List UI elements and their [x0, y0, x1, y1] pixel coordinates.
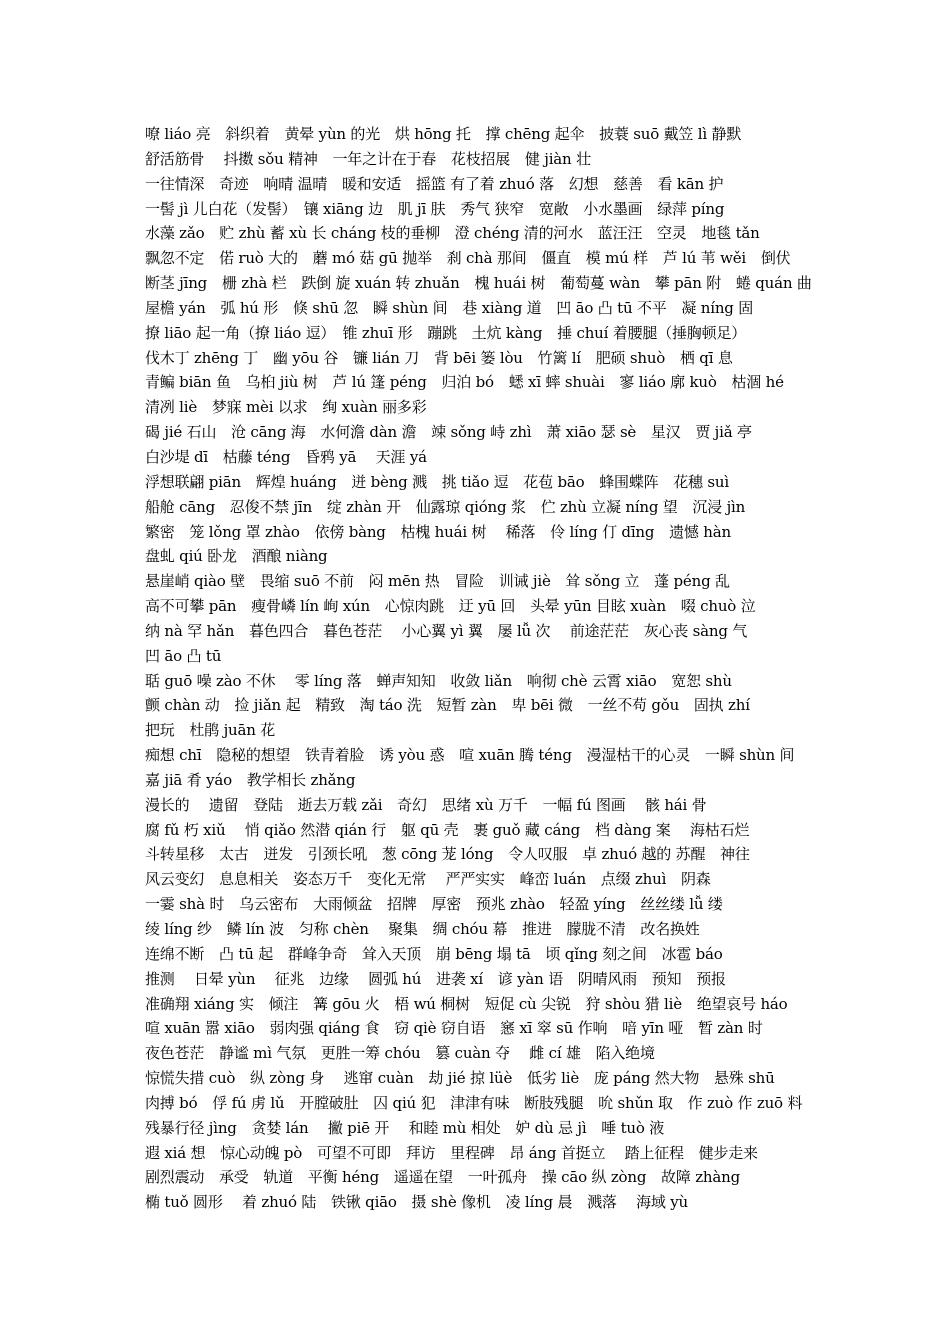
- text-line: 盘虬 qiú 卧龙 酒酿 niàng: [145, 547, 328, 566]
- text-line: 喧 xuān 嚣 xiāo 弱肉强 qiáng 食 窃 qiè 窃自语 窸 xī 窣 sū 作响 喑 yīn 哑 暂 zàn 时: [145, 1019, 763, 1038]
- text-line: 夜色苍茫 静谧 mì 气氛 更胜一筹 chóu 篡 cuàn 夺 雌 cí 雄 陷入绝境: [145, 1044, 655, 1063]
- text-line: 漫长的 遗留 登陆 逝去万载 zǎi 奇幻 思绪 xù 万千 一幅 fú 图画 骸 hái 骨: [145, 795, 707, 814]
- text-line: 凹 āo 凸 tū: [145, 646, 222, 665]
- text-line: 嘹 liáo 亮 斜织着 黄晕 yùn 的光 烘 hōng 托 撑 chēng 起伞 披蓑 suō 戴笠 lì 静默: [145, 125, 742, 143]
- text-line: 腐 fǔ 朽 xiǔ 悄 qiǎo 然潜 qián 行 躯 qū 壳 裹 guǒ 藏 cáng 档 dàng 案 海枯石烂: [145, 820, 750, 839]
- text-line: 风云变幻 息息相关 姿态万千 变化无常 严严实实 峰峦 luán 点缀 zhuì 阴森: [145, 870, 711, 889]
- text-line: 肉搏 bó 俘 fú 虏 lǔ 开膛破肚 囚 qiú 犯 津津有味 断肢残腿 吮 shǔn 取 作 zuò 作 zuō 料: [145, 1093, 803, 1112]
- text-line: 椭 tuǒ 圆形 着 zhuó 陆 铁锹 qiāo 摄 shè 像机 凌 líng 晨 溅落 海域 yù: [145, 1193, 688, 1212]
- text-line: 清冽 liè 梦寐 mèi 以求 绚 xuàn 丽多彩: [145, 398, 427, 417]
- text-line: 白沙堤 dī 枯藤 téng 昏鸦 yā 天涯 yá: [145, 447, 427, 466]
- text-line: 舒活筋骨 抖擞 sǒu 精神 一年之计在于春 花枝招展 健 jiàn 壮: [145, 149, 591, 168]
- text-line: 一往情深 奇迹 响晴 温晴 暖和安适 摇篮 有了着 zhuó 落 幻想 慈善 看 kān 护: [145, 174, 724, 193]
- text-line: 连绵不断 凸 tū 起 群峰争奇 耸入天顶 崩 bēng 塌 tā 顷 qǐng 刻之间 冰雹 báo: [145, 944, 723, 963]
- text-line: 剧烈震动 承受 轨道 平衡 héng 遥遥在望 一叶孤舟 操 cāo 纵 zòng 故障 zhàng: [145, 1168, 740, 1187]
- text-line: 撩 liāo 起一角（撩 liáo 逗） 锥 zhuī 形 蹦跳 土炕 kàng 捶 chuí 着腰腿（捶胸顿足）: [145, 323, 746, 342]
- text-line: 残暴行径 jìng 贪婪 lán 撇 piē 开 和睦 mù 相处 妒 dù 忌 jì 唾 tuò 液: [145, 1118, 665, 1137]
- text-line: 斗转星移 太古 迸发 引颈长吼 葱 cōng 茏 lóng 令人叹服 卓 zhuó 越的 苏醒 神往: [145, 845, 750, 864]
- text-line: 绫 líng 纱 鳞 lín 波 匀称 chèn 聚集 绸 chóu 幕 推进 朦胧不清 改名换姓: [145, 920, 700, 938]
- text-line: 悬崖峭 qiào 壁 畏缩 suō 不前 闷 mēn 热 冒险 训诫 jiè 耸 sǒng 立 蓬 péng 乱: [145, 572, 730, 591]
- text-line: 痴想 chī 隐秘的想望 铁青着脸 诱 yòu 惑 喧 xuān 腾 téng 漫湿枯干的心灵 一瞬 shùn 间: [145, 746, 795, 765]
- text-line: 纳 nà 罕 hǎn 暮色四合 暮色苍茫 小心翼 yì 翼 屡 lǚ 次 前途茫茫 灰心丧 sàng 气: [145, 621, 748, 640]
- text-line: 碣 jié 石山 沧 cāng 海 水何澹 dàn 澹 竦 sǒng 峙 zhì 萧 xiāo 瑟 sè 星汉 贾 jiǎ 亭: [145, 423, 752, 442]
- text-line: 伐木丁 zhēng 丁 幽 yōu 谷 镰 lián 刀 背 bēi 篓 lòu 竹篱 lí 肥硕 shuò 栖 qī 息: [145, 348, 733, 367]
- vocabulary-list: [145, 122, 825, 1215]
- text-line: 高不可攀 pān 瘦骨嶙 lín 峋 xún 心惊肉跳 迂 yū 回 头晕 yūn 目眩 xuàn 啜 chuò 泣: [145, 597, 756, 616]
- text-line: 飘忽不定 偌 ruò 大的 蘑 mó 菇 gū 抛举 刹 chà 那间 僵直 模 mú 样 芦 lú 苇 wěi 倒伏: [145, 249, 791, 268]
- text-line: 繁密 笼 lǒng 罩 zhào 依傍 bàng 枯槐 huái 树 稀落 伶 líng 仃 dīng 遗憾 hàn: [145, 522, 731, 541]
- text-line: 遐 xiá 想 惊心动魄 pò 可望不可即 拜访 里程碑 昂 áng 首挺立 踏上征程 健步走来: [145, 1143, 758, 1162]
- text-line: 准确翔 xiáng 实 倾注 篝 gōu 火 梧 wú 桐树 短促 cù 尖锐 狩 shòu 猎 liè 绝望哀号 háo: [145, 994, 788, 1013]
- text-line: 断茎 jīng 栅 zhà 栏 跌倒 旋 xuán 转 zhuǎn 槐 huái 树 葡萄蔓 wàn 攀 pān 附 蜷 quán 曲: [145, 274, 812, 293]
- text-line: 聒 guō 噪 zào 不休 零 líng 落 蝉声知知 收敛 liǎn 响彻 chè 云霄 xiāo 宽恕 shù: [145, 671, 732, 690]
- text-line: 把玩 杜鹃 juān 花: [145, 721, 276, 740]
- text-line: 颤 chàn 动 捡 jiǎn 起 精致 淘 táo 洗 短暂 zàn 卑 bēi 微 一丝不苟 gǒu 固执 zhí: [145, 696, 750, 715]
- text-line: 船舱 cāng 忍俊不禁 jīn 绽 zhàn 开 仙露琼 qióng 浆 伫 zhù 立凝 níng 望 沉浸 jìn: [145, 497, 746, 516]
- text-line: 浮想联翩 piān 辉煌 huáng 迸 bèng 溅 挑 tiǎo 逗 花苞 bāo 蜂围蝶阵 花穗 suì: [145, 472, 729, 491]
- text-line: 一霎 shà 时 乌云密布 大雨倾盆 招牌 厚密 预兆 zhào 轻盈 yíng 丝丝缕 lǚ 缕: [145, 895, 723, 914]
- text-line: 青鳊 biān 鱼 乌桕 jiù 树 芦 lú 篷 péng 归泊 bó 蟋 xī 蟀 shuài 寥 liáo 廓 kuò 枯涸 hé: [145, 373, 784, 392]
- text-line: 嘉 jiā 肴 yáo 教学相长 zhǎng: [145, 770, 356, 789]
- text-line: 一髻 jì 儿白花（发髻） 镶 xiāng 边 肌 jī 肤 秀气 狭窄 宽敞 小水墨画 绿萍 píng: [145, 199, 725, 218]
- text-line: 水藻 zǎo 贮 zhù 蓄 xù 长 cháng 枝的垂柳 澄 chéng 清的河水 蓝汪汪 空灵 地毯 tǎn: [145, 224, 760, 243]
- text-line: 屋檐 yán 弧 hú 形 倏 shū 忽 瞬 shùn 间 巷 xiàng 道 凹 āo 凸 tū 不平 凝 níng 固: [145, 298, 754, 317]
- text-line: 推测 日晕 yùn 征兆 边缘 圆弧 hú 进袭 xí 谚 yàn 语 阴晴风雨 预知 预报: [145, 969, 726, 988]
- text-line: 惊慌失措 cuò 纵 zòng 身 逃窜 cuàn 劫 jié 掠 lüè 低劣 liè 庞 páng 然大物 悬殊 shū: [145, 1069, 775, 1088]
